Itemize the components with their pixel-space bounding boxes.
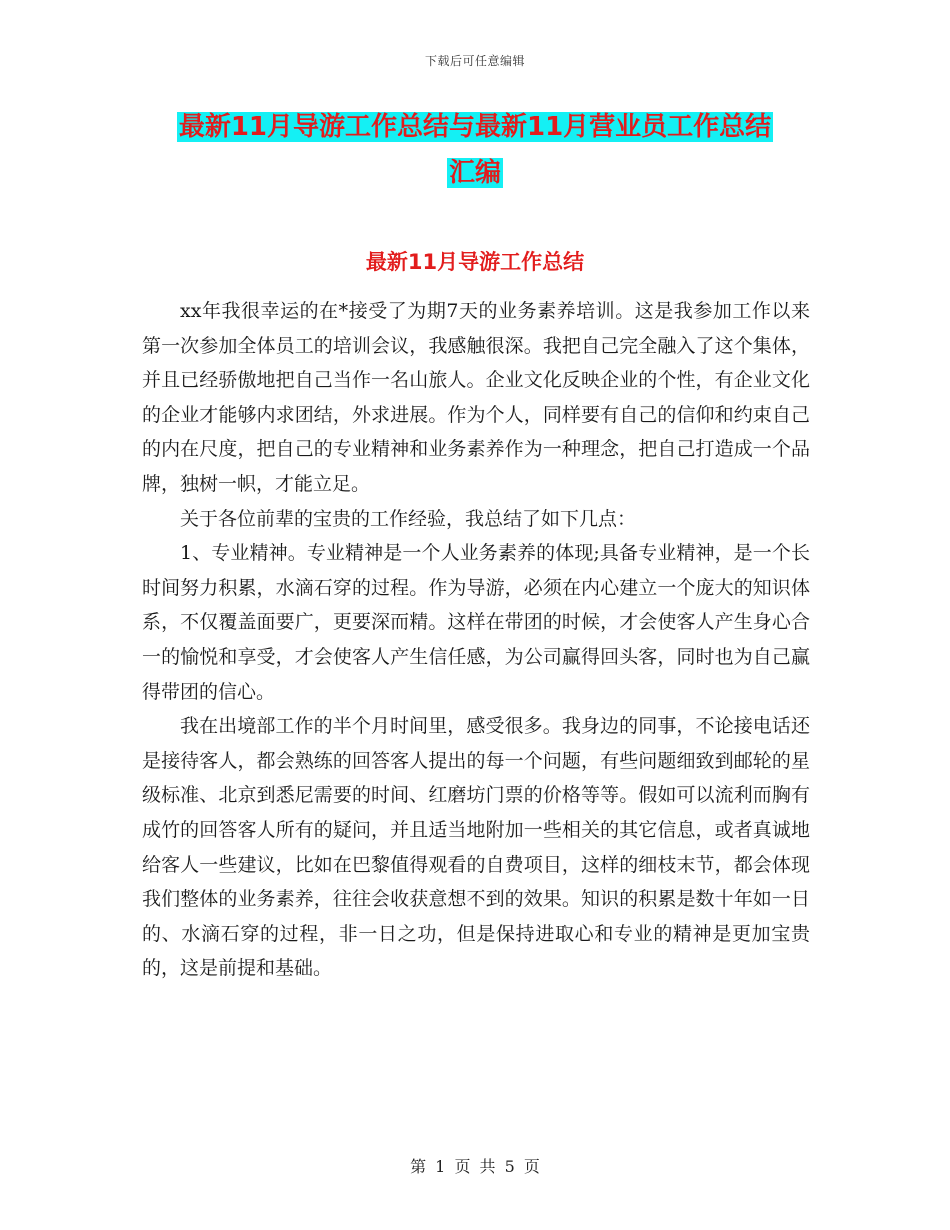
paragraph: 1、专业精神。专业精神是一个人业务素养的体现;具备专业精神，是一个长时间努力积累，水滴石穿的过程。作为导游，必须在内心建立一个庞大的知识体系，不仅覆盖面要广，更要深而精。这样在带团的时候，才会使客人产生身心合一的愉悦和享受，才会使客人产生信任感，为公司赢得回头客，同时也为自己赢得带团的信心。: [142, 542, 810, 703]
document-title: [0, 104, 950, 196]
document-title-line-1: 最新11月导游工作总结与最新11月营业员工作总结: [178, 112, 772, 142]
page-number-footer: 第 1 页 共 5 页: [410, 1157, 540, 1176]
section-title: 最新11月导游工作总结: [365, 250, 585, 274]
paragraph: 关于各位前辈的宝贵的工作经验，我总结了如下几点：: [180, 507, 637, 530]
page-header-note: 下载后可任意编辑: [424, 54, 525, 68]
document-body: [142, 294, 810, 986]
document-title-line-2: 汇编: [448, 158, 501, 188]
paragraph: 我在出境部工作的半个月时间里，感受很多。我身边的同事，不论接电话还是接待客人，都会熟练的回答客人提出的每一个问题，有些问题细致到邮轮的星级标准、北京到悉尼需要的时间、红磨坊门票的价格等等。假如可以流利而胸有成竹的回答客人所有的疑问，并且适当地附加一些相关的其它信息，或者真诚地给客人一些建议，比如在巴黎值得观看的自费项目，这样的细枝末节，都会体现我们整体的业务素养，往往会收获意想不到的效果。知识的积累是数十年如一日的、水滴石穿的过程，非一日之功，但是保持进取心和专业的精神是更加宝贵的，这是前提和基础。: [142, 715, 810, 980]
paragraph: xx年我很幸运的在*接受了为期7天的业务素养培训。这是我参加工作以来第一次参加全体员工的培训会议，我感触很深。我把自己完全融入了这个集体，并且已经骄傲地把自己当作一名山旅人。企业文化反映企业的个性，有企业文化的企业才能够内求团结，外求进展。作为个人，同样要有自己的信仰和约束自己的内在尺度，把自己的专业精神和业务素养作为一种理念，把自己打造成一个品牌，独树一帜，才能立足。: [142, 300, 810, 495]
